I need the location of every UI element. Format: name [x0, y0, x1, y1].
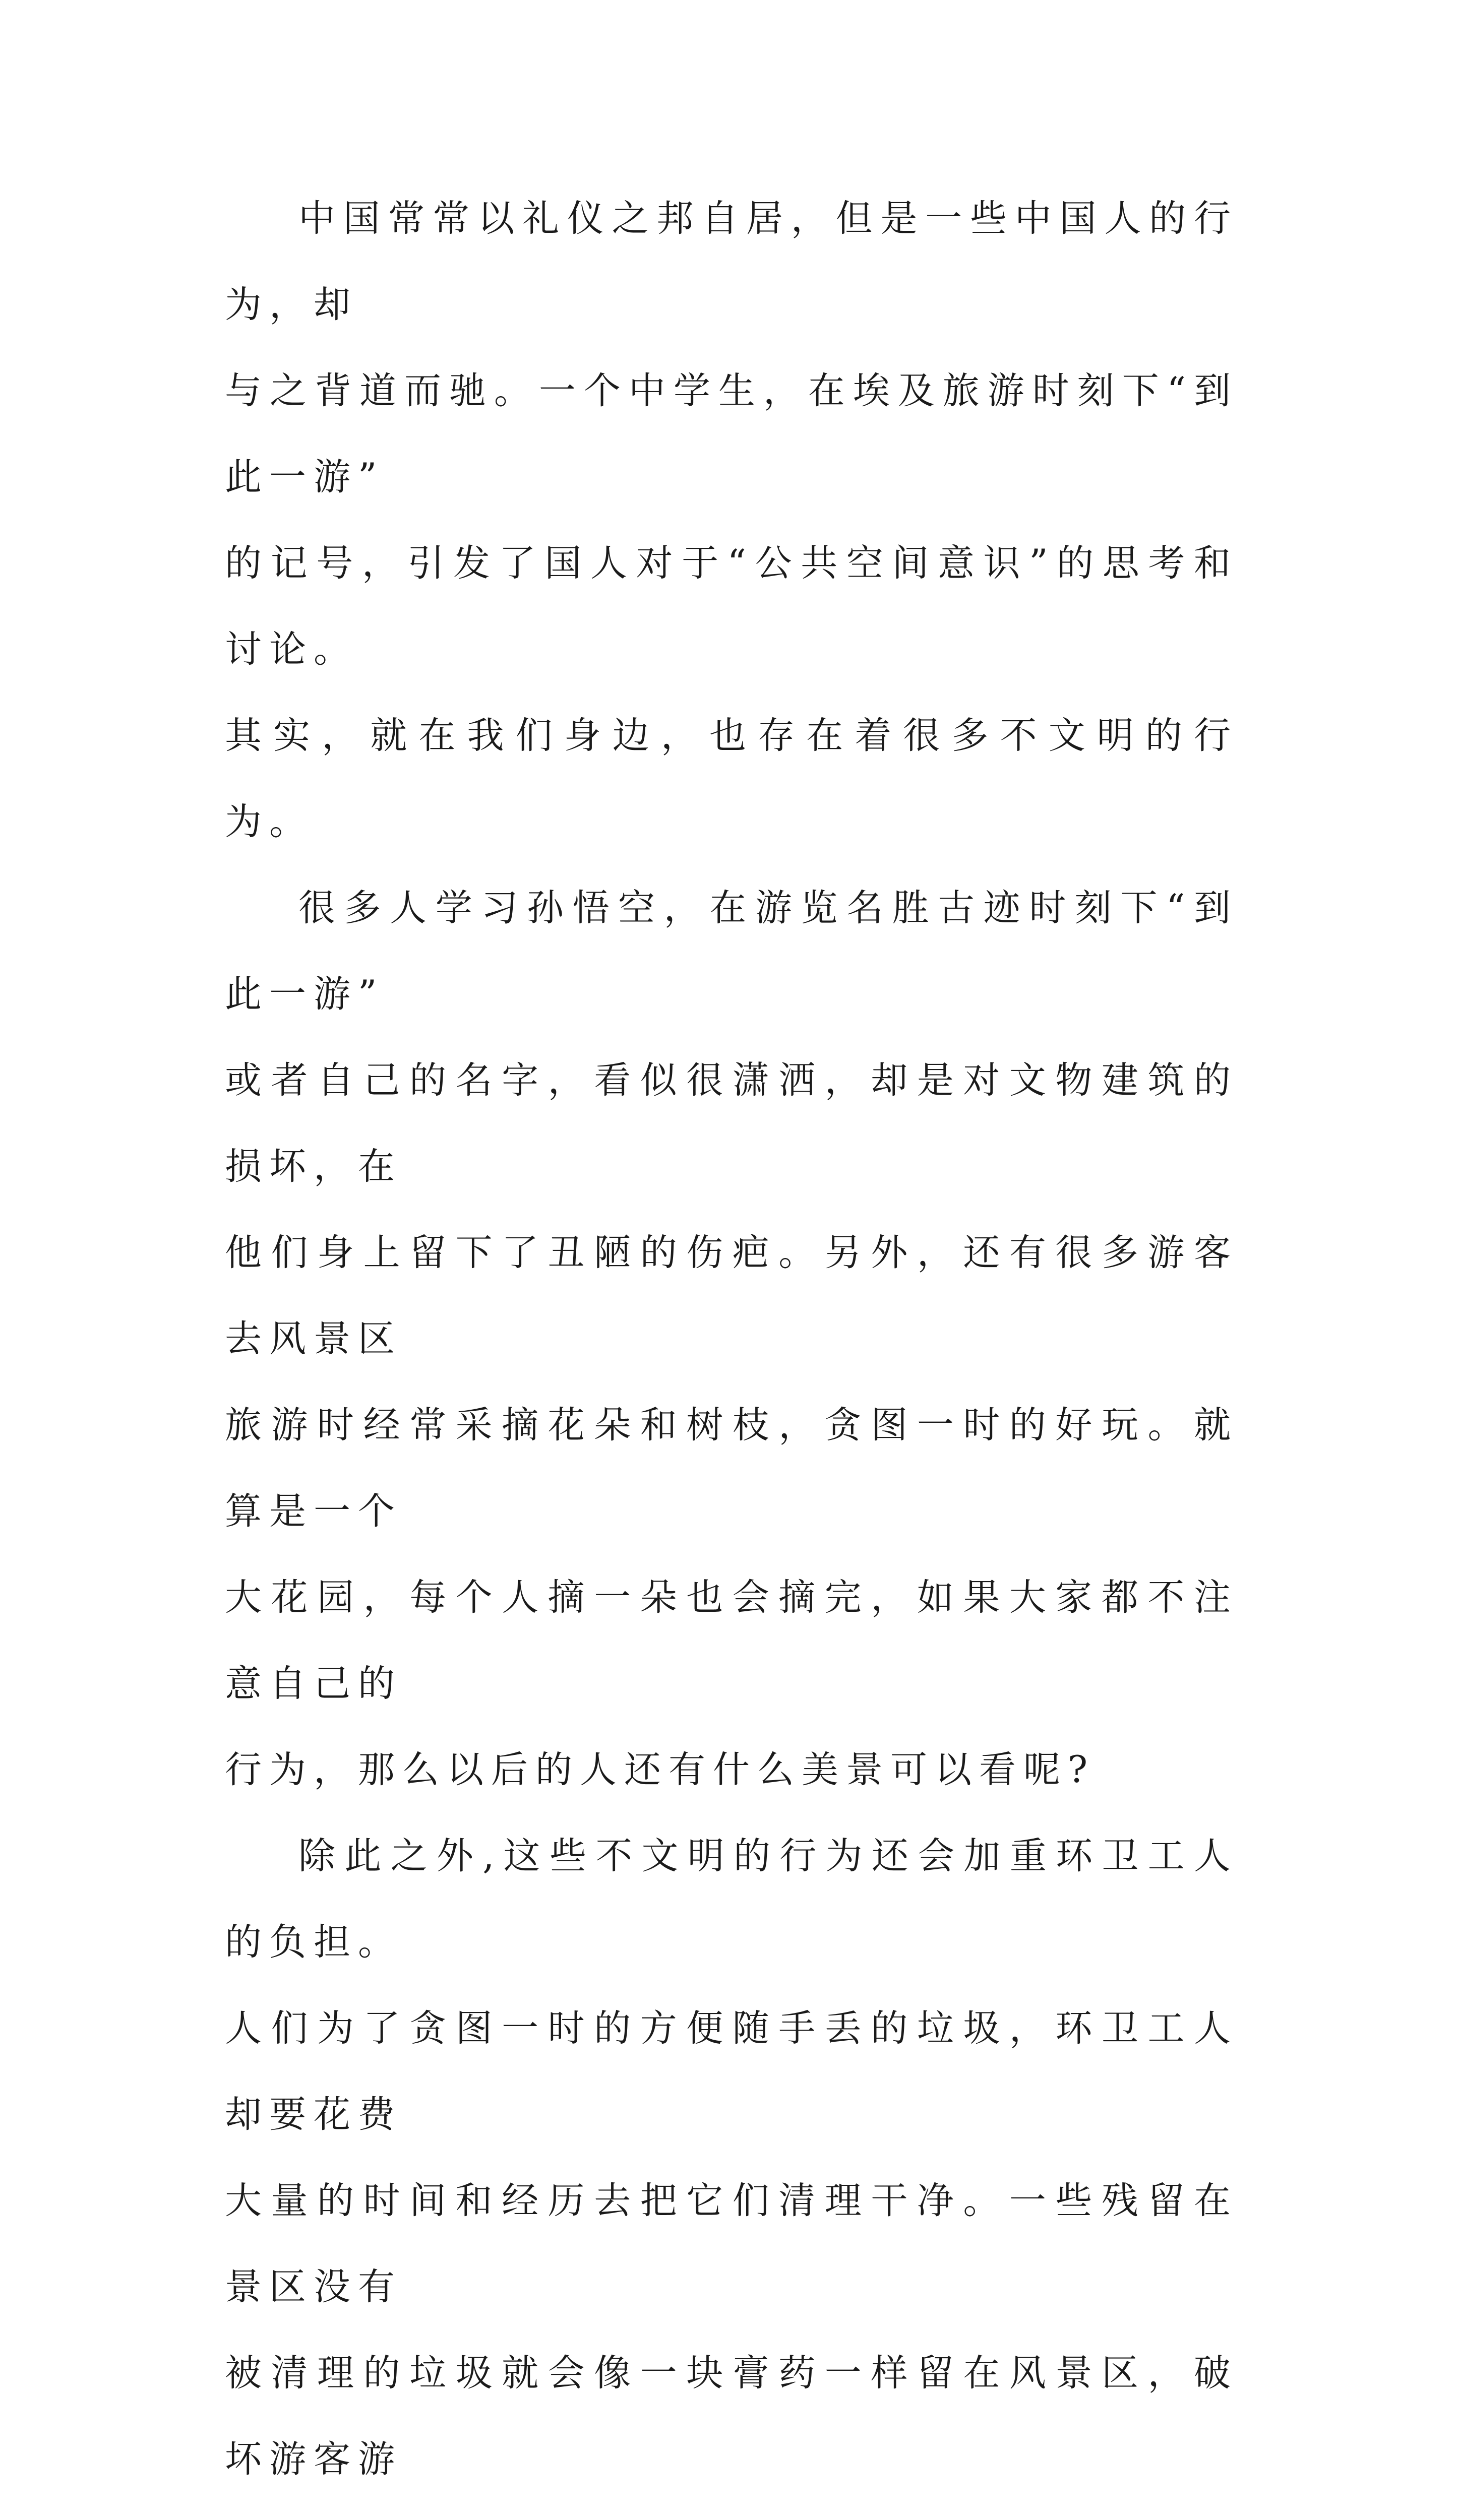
paragraph-3: 除此之外,这些不文明的行为还会加重环卫工人的负担。 人们为了贪图一时的方便随手丢的垃圾，环卫工人却要花费 大量的时间和经历去把它们清理干净。一些残留在景区没有 被清理的垃圾就会像一块膏药一样留在风景区，破坏游客游 — [225, 1835, 1238, 2481]
paragraph-1: 中国常常以礼仪之邦自居，但是一些中国人的行为，却 与之背道而驰。一个中学生，在埃及旅游时刻下“到此一游” 的记号，引发了国人对于“公共空间意识”的思考和讨论。 其实，就在我们身边，也存在着很多不文明的行为。 — [225, 197, 1238, 843]
document-body — [225, 175, 1238, 2520]
paragraph-2: 很多人学习孙悟空，在游览名胜古迹时刻下“到此一游” 或者自己的名字，看似很潇洒，却是对文物建筑的损坏，在 他们身上留下了丑陋的伤疤。另外，还有很多游客去风景区 旅游时经常采摘花朵和树枝，贪图一时的好玩。就算是一个 大花园，每个人摘一朵也会摘完，如果大家都不注意自己的 行为，那么以后的人还有什么美景可以看呢? — [225, 887, 1238, 1791]
